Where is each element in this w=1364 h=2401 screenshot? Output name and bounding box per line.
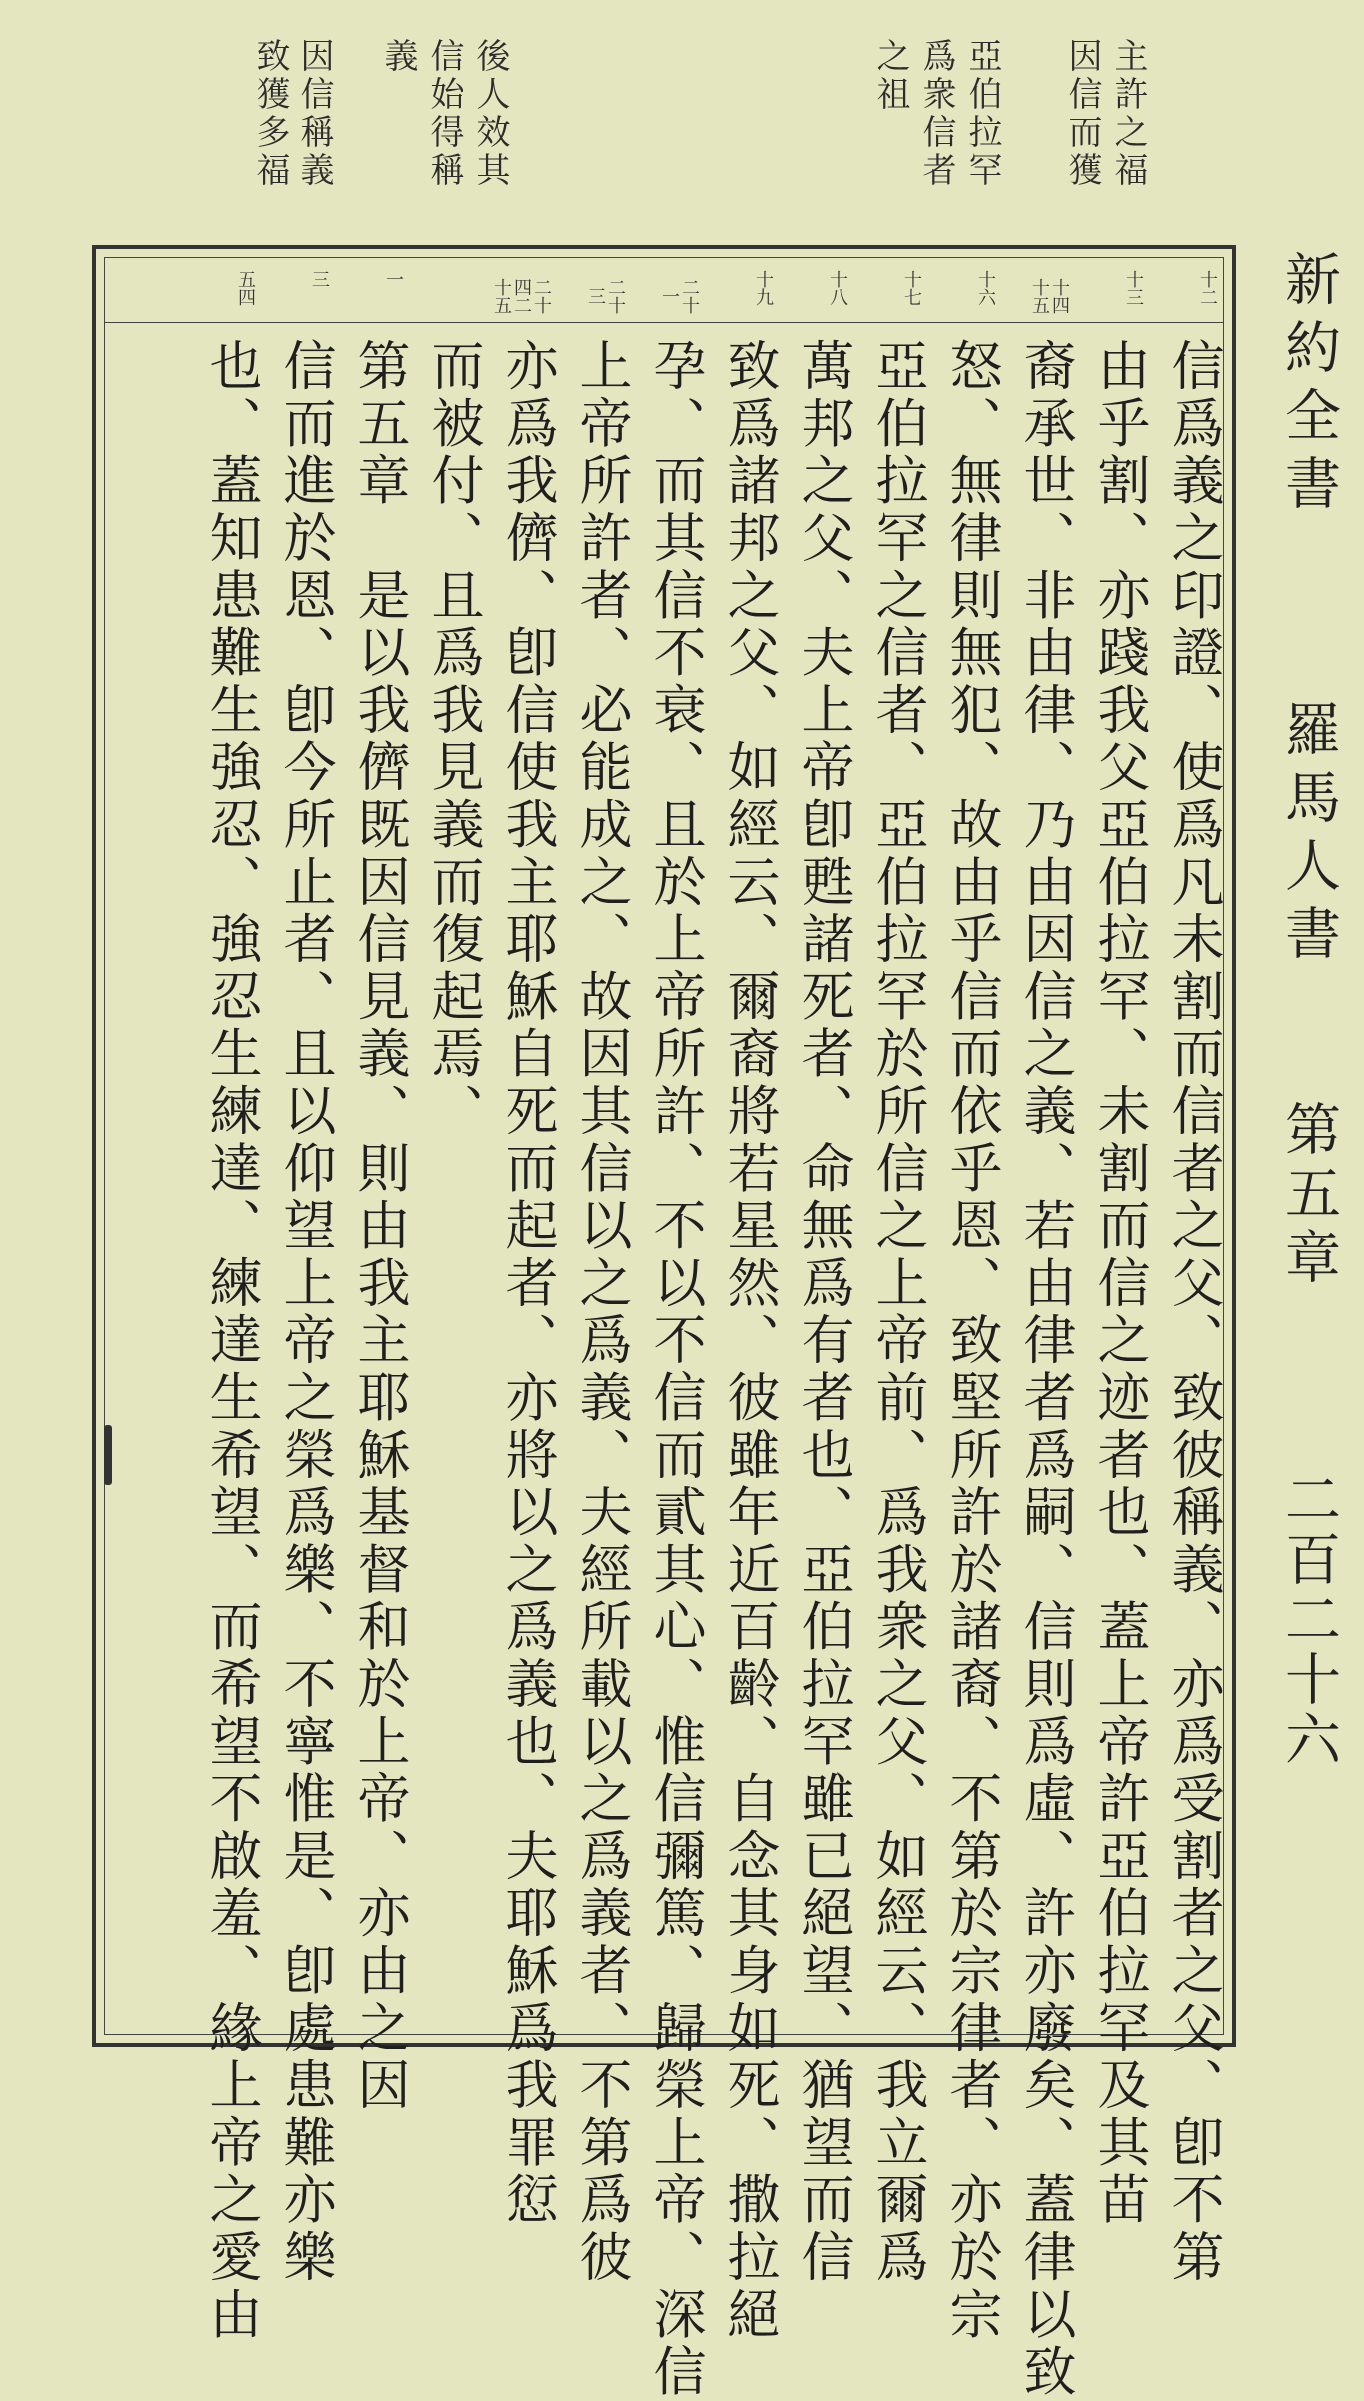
text-column: 孕、而其信不衰、且於上帝所許、不以不信而貳其心、惟信彌篤、歸榮上帝、深信 bbox=[645, 338, 706, 2401]
top-note: 之祖 bbox=[870, 38, 910, 114]
text-column: 上帝所許者、必能成之、故因其信以之爲義、夫經所載以之爲義者、不第爲彼 bbox=[571, 338, 632, 2287]
text-column: 怒、無律則無犯、故由乎信而依乎恩、致堅所許於諸裔、不第於宗律者、亦於宗 bbox=[941, 338, 1002, 2344]
top-note: 信始得稱 bbox=[424, 38, 464, 190]
line-number: 十六 bbox=[975, 270, 996, 306]
line-number: 五四 bbox=[235, 270, 256, 306]
top-note: 主許之福 bbox=[1108, 38, 1148, 190]
text-column: 而被付、且爲我見義而復起焉、 bbox=[423, 338, 484, 1141]
book-name: 羅馬人書 bbox=[1276, 700, 1341, 972]
text-frame bbox=[92, 245, 1236, 2401]
line-number: 三 bbox=[309, 270, 330, 288]
text-column: 亦爲我儕、卽信使我主耶穌自死而起者、亦將以之爲義也、夫耶穌爲我罪愆 bbox=[497, 338, 558, 2229]
text-column: 由乎割、亦踐我父亞伯拉罕、未割而信之迹者也、蓋上帝許亞伯拉罕及其苗 bbox=[1089, 338, 1150, 2229]
page-edge-mark bbox=[104, 1425, 112, 1485]
text-column: 信爲義之印證、使爲凡未割而信者之父、致彼稱義、亦爲受割者之父、卽不第 bbox=[1163, 338, 1224, 2287]
text-column: 亞伯拉罕之信者、亞伯拉罕於所信之上帝前、爲我衆之父、如經云、我立爾爲 bbox=[867, 338, 928, 2287]
top-note: 因信稱義 bbox=[294, 38, 334, 190]
line-number: 二十四二十五 bbox=[491, 278, 552, 314]
text-column: 致爲諸邦之父、如經云、爾裔將若星然、彼雖年近百齡、自念其身如死、撒拉絕 bbox=[719, 338, 780, 2344]
text-column: 萬邦之父、夫上帝卽甦諸死者、命無爲有者也、亞伯拉罕雖已絕望、猶望而信 bbox=[793, 338, 854, 2287]
line-number: 一 bbox=[383, 270, 404, 288]
top-annotations bbox=[250, 38, 1150, 238]
top-note: 亞伯拉罕 bbox=[962, 38, 1002, 190]
verse-number-strip bbox=[105, 258, 1223, 323]
top-note: 後人效其 bbox=[470, 38, 510, 190]
line-number: 十二 bbox=[1197, 270, 1218, 306]
line-number: 二十三 bbox=[585, 278, 626, 314]
page-number: 二百二十六 bbox=[1276, 1470, 1341, 1770]
line-number: 十四十五 bbox=[1029, 278, 1070, 314]
text-column: 信而進於恩、卽今所止者、且以仰望上帝之榮爲樂、不寧惟是、卽處患難亦樂 bbox=[275, 338, 336, 2287]
line-number: 十九 bbox=[753, 270, 774, 306]
text-column: 也、蓋知患難生強忍、強忍生練達、練達生希望、而希望不啟羞、緣上帝之愛由 bbox=[201, 338, 262, 2344]
chapter-label: 第五章 bbox=[1276, 1100, 1341, 1292]
line-number: 十三 bbox=[1123, 270, 1144, 306]
book-title: 新約全書 bbox=[1276, 250, 1341, 522]
inner-border bbox=[104, 257, 1224, 2401]
line-number: 十八 bbox=[827, 270, 848, 306]
text-column: 裔承世、非由律、乃由因信之義、若由律者爲嗣、信則爲虛、許亦廢矣、蓋律以致 bbox=[1015, 338, 1076, 2401]
chapter-heading-column: 第五章 是以我儕既因信見義、則由我主耶穌基督和於上帝、亦由之因 bbox=[349, 338, 410, 2115]
top-note: 義 bbox=[378, 38, 418, 76]
top-note: 因信而獲 bbox=[1062, 38, 1102, 190]
line-number: 二十一 bbox=[659, 278, 700, 314]
line-number: 十七 bbox=[901, 270, 922, 306]
top-note: 致獲多福 bbox=[250, 38, 290, 190]
text-columns bbox=[105, 324, 1224, 2401]
top-note: 爲衆信者 bbox=[916, 38, 956, 190]
